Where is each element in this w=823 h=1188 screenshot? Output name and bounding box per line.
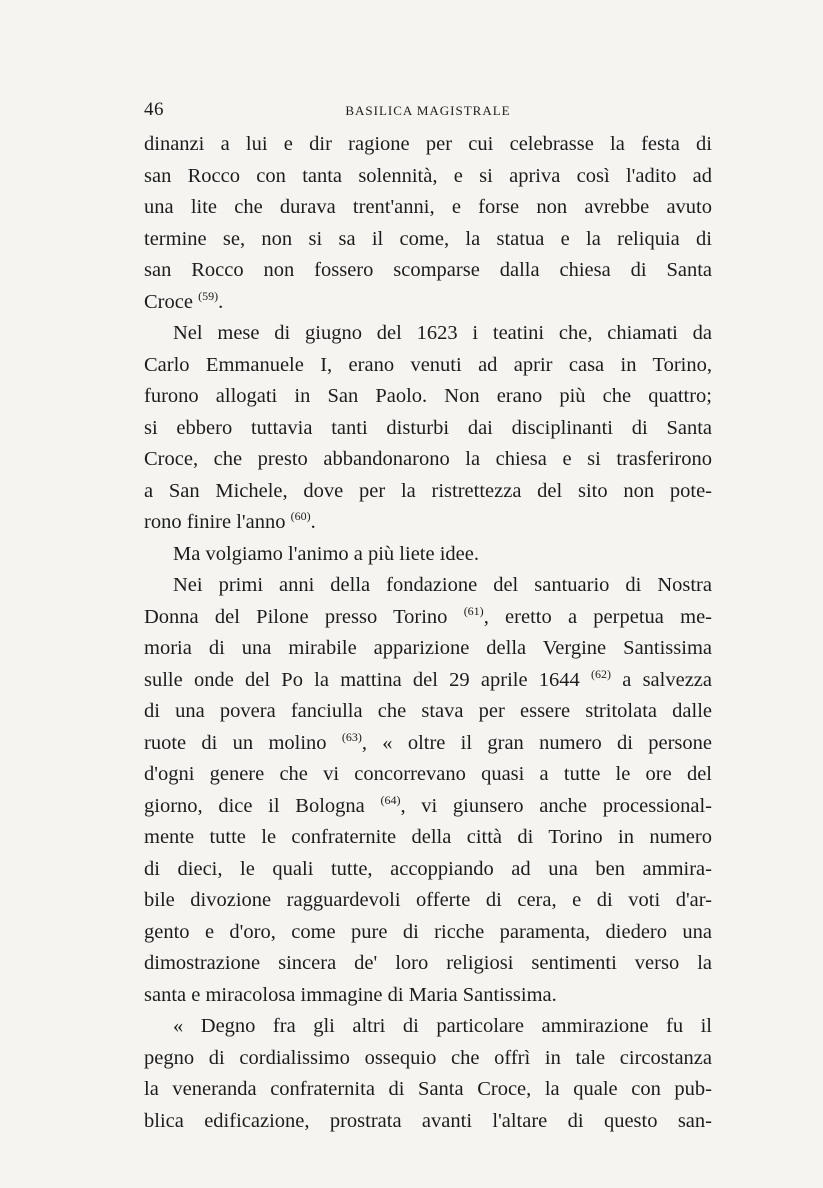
- footnote-ref: (63): [341, 729, 362, 744]
- footnote-ref: (61): [463, 603, 484, 618]
- text-line: Croce $^{(59)}$.: [144, 288, 224, 313]
- footnote-ref: (59): [198, 288, 219, 303]
- text-line: dinanzi a lui e dir ragione per cui celebrasse la festa di: [144, 133, 712, 155]
- text-line: bile divozione ragguardevoli offerte di cera, e di voti d'ar-: [144, 889, 712, 911]
- text-line: moria di una mirabile apparizione della Vergine Santissima: [144, 637, 712, 659]
- text-line: Croce, che presto abbandonarono la chiesa e si trasferirono: [144, 448, 712, 470]
- text-line: gento e d'oro, come pure di ricche paramenta, diedero una: [144, 920, 712, 943]
- text-line: Ma volgiamo l'animo a più liete idee.: [173, 542, 479, 565]
- text-line: Carlo Emmanuele I, erano venuti ad aprir casa in Torino,: [144, 353, 712, 376]
- text-line: giorno, dice il Bologna $^{(64)}$, vi giunsero anche processional-: [144, 792, 712, 817]
- text-line: la veneranda confraternita di Santa Croce, la quale con pub-: [144, 1078, 712, 1100]
- text-line: san Rocco non fossero scomparse dalla chiesa di Santa: [144, 259, 712, 281]
- text-line: sulle onde del Po la mattina del 29 aprile 1644 $^{(62)}$ a salvezza: [144, 666, 712, 691]
- text-line: Nei primi anni della fondazione del santuario di Nostra: [173, 574, 712, 596]
- text-line: termine se, non si sa il come, la statua e la reliquia di: [144, 227, 712, 250]
- text-line: pegno di cordialissimo ossequio che offrì in tale circostanza: [144, 1046, 712, 1069]
- text-line: a San Michele, dove per la ristrettezza del sito non pote-: [144, 479, 712, 502]
- text-line: d'ogni genere che vi concorrevano quasi a tutte le ore del: [144, 763, 712, 785]
- text-line: blica edificazione, prostrata avanti l'altare di questo san-: [144, 1109, 712, 1132]
- text-line: ruote di un molino $^{(63)}$, « oltre il gran numero di persone: [144, 729, 712, 754]
- page-number: 46: [144, 99, 164, 120]
- body-text: [144, 129, 712, 1137]
- text-line: mente tutte le confraternite della città di Torino in numero: [144, 826, 712, 848]
- page-header: [144, 99, 712, 125]
- text-line: dimostrazione sincera de' loro religiosi sentimenti verso la: [144, 952, 712, 974]
- footnote-ref: (64): [380, 792, 401, 807]
- text-line: Nel mese di giugno del 1623 i teatini che, chiamati da: [173, 322, 712, 344]
- text-line: « Degno fra gli altri di particolare ammirazione fu il: [173, 1015, 712, 1037]
- footnote-ref: (60): [290, 509, 311, 524]
- text-line: si ebbero tuttavia tanti disturbi dai disciplinanti di Santa: [144, 416, 712, 439]
- text-line: furono allogati in San Paolo. Non erano più che quattro;: [144, 385, 712, 407]
- text-line: di dieci, le quali tutte, accoppiando ad una ben ammira-: [144, 857, 712, 880]
- running-title: BASILICA MAGISTRALE: [345, 103, 511, 118]
- footnote-ref: (62): [591, 666, 612, 681]
- text-line: di una povera fanciulla che stava per essere stritolata dalle: [144, 700, 712, 722]
- text-line: san Rocco con tanta solennità, e si apriva così l'adito ad: [144, 164, 712, 187]
- text-line: santa e miracolosa immagine di Maria Santissima.: [144, 983, 557, 1006]
- text-line: una lite che durava trent'anni, e forse non avrebbe avuto: [144, 196, 712, 218]
- text-line: rono finire l'anno $^{(60)}$.: [144, 509, 316, 533]
- text-line: Donna del Pilone presso Torino $^{(61)}$, eretto a perpetua me-: [144, 603, 712, 628]
